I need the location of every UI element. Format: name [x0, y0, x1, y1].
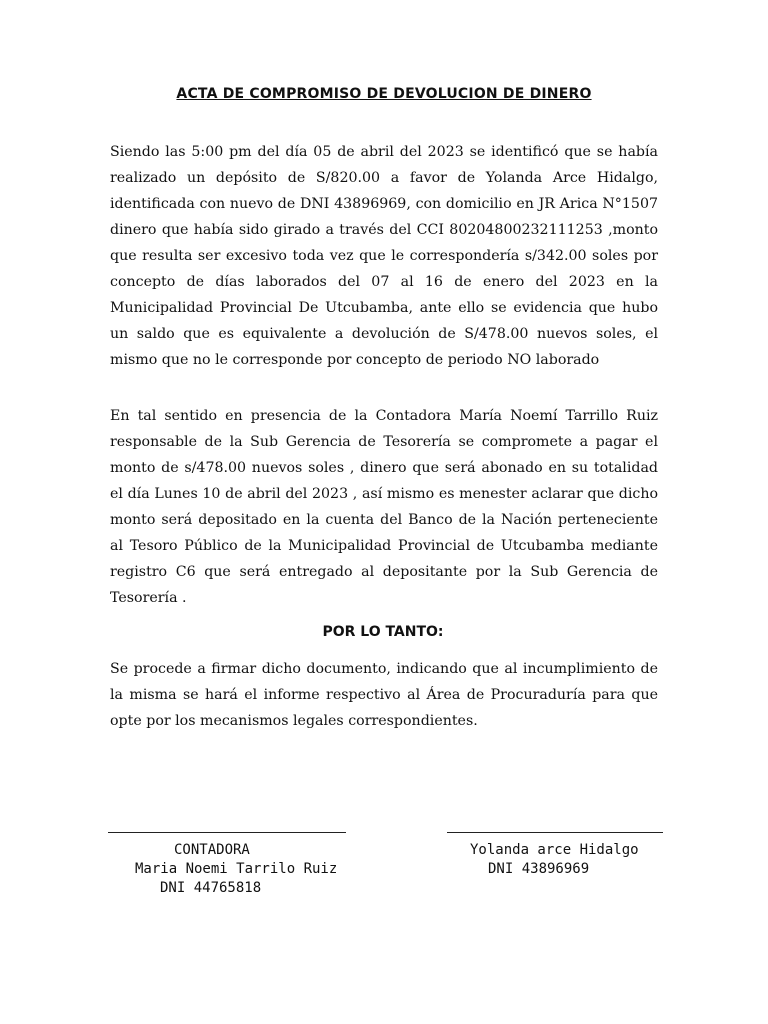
signatory-right-name: Yolanda arce Hidalgo	[470, 842, 639, 858]
signatory-right-dni: DNI 43896969	[488, 861, 590, 877]
subheading-por-lo-tanto: POR LO TANTO:	[322, 624, 444, 640]
signatory-left-name: Maria Noemi Tarrilo Ruiz	[135, 861, 338, 877]
signature-line-right	[447, 832, 663, 833]
paragraph-closing: Se procede a firmar dicho documento, indicando que al incumplimiento de la misma se hará el informe respectivo al Área de Procuraduría para que opte por los mecanismos legales correspondientes.	[110, 661, 658, 729]
document-title: ACTA DE COMPROMISO DE DEVOLUCION DE DINERO	[176, 86, 592, 102]
signatory-left-dni: DNI 44765818	[160, 880, 262, 896]
signature-line-left	[108, 832, 346, 833]
signatory-left-role: CONTADORA	[174, 842, 250, 858]
paragraph-commitment: En tal sentido en presencia de la Contadora María Noemí Tarrillo Ruiz responsable de la Sub Gerencia de Tesorería se compromete a pagar el monto de s/478.00 nuevos soles , dinero que será abonado en su totalidad el día Lunes 10 de abril del 2023 , así mismo es menester aclarar que dicho monto será depositado en la cuenta del Banco de la Nación perteneciente al Tesoro Público de la Municipalidad Provincial de Utcubamba mediante registro C6 que será entregado al depositante por la Sub Gerencia de Tesorería .	[110, 408, 658, 606]
paragraph-incident: Siendo las 5:00 pm del día 05 de abril del 2023 se identificó que se había realizado un depósito de S/820.00 a favor de Yolanda Arce Hidalgo, identificada con nuevo de DNI 43896969, con domicilio en JR Arica N°1507 dinero que había sido girado a través del CCI 80204800232111253 ,monto que resulta ser excesivo toda vez que le correspondería s/342.00 soles por concepto de días laborados del 07 al 16 de enero del 2023 en la Municipalidad Provincial De Utcubamba, ante ello se evidencia que hubo un saldo que es equivalente a devolución de S/478.00 nuevos soles, el mismo que no le corresponde por concepto de periodo NO laborado	[110, 144, 658, 368]
